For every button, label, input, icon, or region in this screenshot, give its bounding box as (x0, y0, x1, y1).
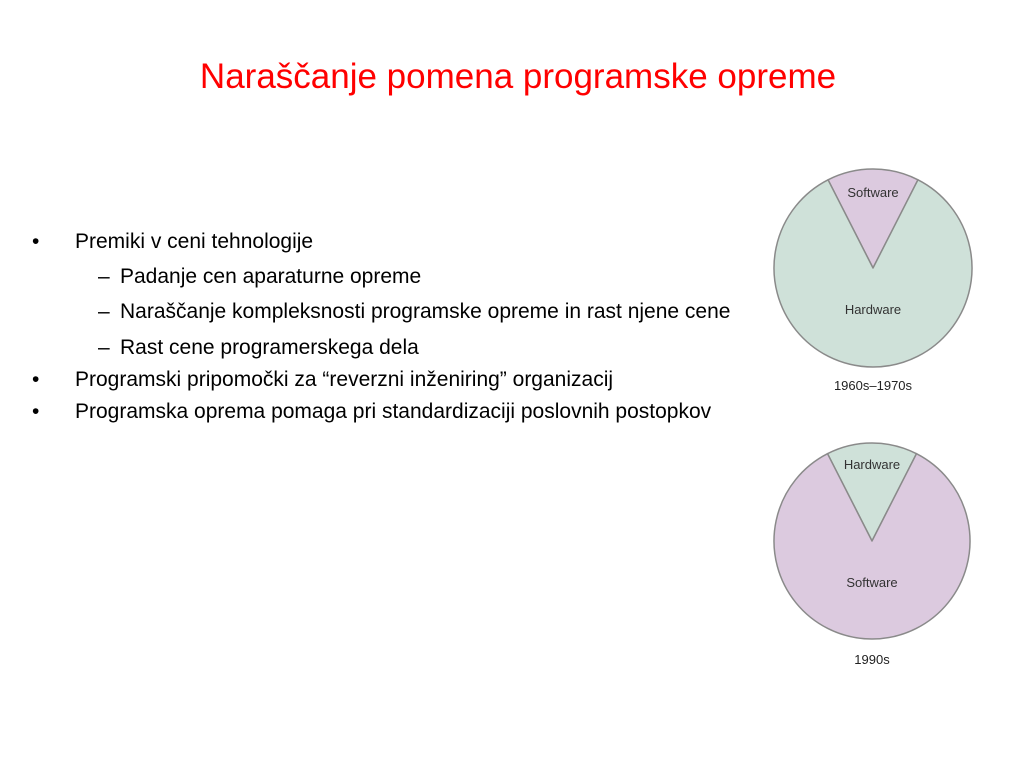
bullet-text: Premiki v ceni tehnologije (75, 230, 314, 253)
pie-charts (768, 168, 980, 680)
pie-1-label-hardware: Hardware (844, 302, 902, 317)
pie-charts-svg (768, 168, 980, 680)
pie-1-title: 1960s–1970s (833, 378, 913, 393)
sub-bullet-marker: – (98, 335, 110, 359)
sub-bullet-marker: – (98, 300, 110, 324)
bullet-marker: • (32, 367, 40, 391)
pie-2-label-software: Software (846, 575, 898, 590)
pie-2-title: 1990s (854, 652, 890, 667)
sub-bullet-text: Rast cene programerskega dela (120, 335, 419, 359)
sub-bullet-text: Naraščanje kompleksnosti programske opreme in rast njene cene (120, 300, 731, 324)
bullet-list (32, 229, 752, 424)
sub-bullet-marker: – (98, 265, 110, 289)
bullet-text: Programska oprema pomaga pri standardizaciji poslovnih postopkov (75, 399, 712, 423)
bullet-item (32, 229, 752, 254)
pie-2-label-hardware: Hardware (843, 457, 901, 472)
pie-1-label-software: Software (847, 185, 899, 200)
bullet-text: Programski pripomočki za “reverzni inženiring” organizacij (75, 367, 614, 391)
pie-chart-2 (774, 443, 970, 667)
bullet-marker: • (32, 399, 40, 423)
pie-chart-1 (774, 169, 972, 393)
bullet-item (32, 367, 752, 392)
bullet-item (32, 399, 752, 424)
bullet-marker: • (32, 230, 40, 253)
sub-bullet-item (32, 264, 752, 289)
slide-title: Naraščanje pomena programske opreme (199, 57, 837, 96)
sub-bullet-item (32, 299, 752, 324)
sub-bullet-text: Padanje cen aparaturne opreme (120, 265, 422, 289)
sub-bullet-item (32, 335, 752, 360)
